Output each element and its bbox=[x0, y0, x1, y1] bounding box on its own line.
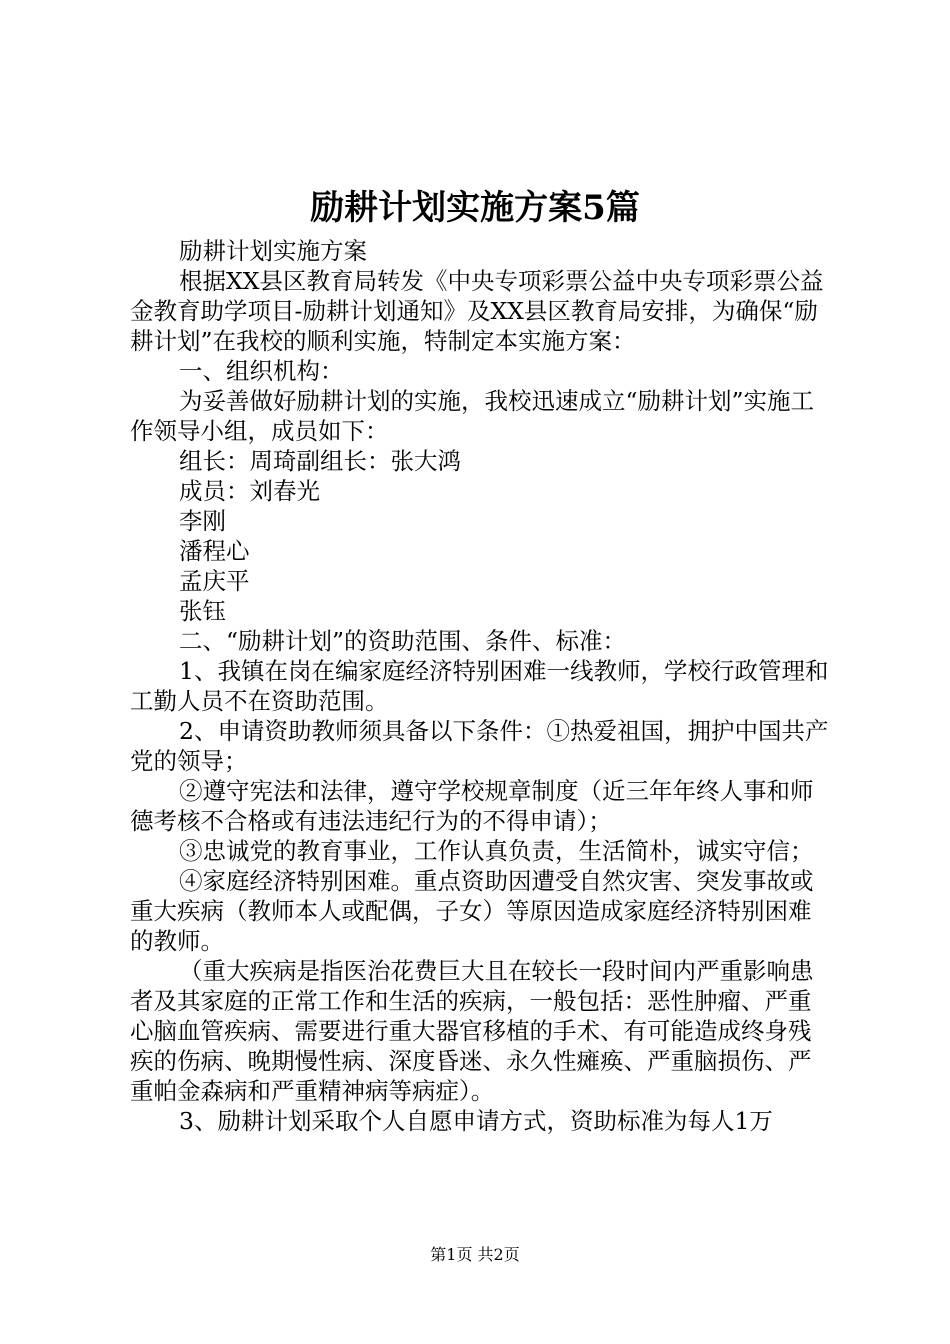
paragraph: ②遵守宪法和法律，遵守学校规章制度（近三年年终人事和师德考核不合格或有违法违纪行为的不得申请）； bbox=[130, 777, 814, 835]
paragraph: ④家庭经济特别困难。重点资助因遭受自然灾害、突发事故或重大疾病（教师本人或配偶，子女）等原因造成家庭经济特别困难的教师。 bbox=[130, 867, 814, 955]
page-footer: 第1页 共2页 bbox=[430, 1245, 520, 1264]
section-heading: 二、“励耕计划”的资助范围、条件、标准： bbox=[179, 627, 627, 655]
section-heading: 一、组织机构： bbox=[179, 357, 344, 385]
paragraph: （重大疾病是指医治花费巨大且在较长一段时间内严重影响患者及其家庭的正常工作和生活的疾病，一般包括：恶性肿瘤、严重心脑血管疾病、需要进行重大器官移植的手术、有可能造成终身残疾的伤病、晚期慢性病、深度昏迷、永久性瘫痪、严重脑损伤、严重帕金森病和严重精神病等病症）。 bbox=[130, 957, 814, 1105]
paragraph: ③忠诚党的教育事业，工作认真负责，生活简朴，诚实守信； bbox=[179, 837, 814, 865]
paragraph: 孟庆平 bbox=[179, 567, 250, 595]
paragraph: 2、申请资助教师须具备以下条件：①热爱祖国，拥护中国共产党的领导； bbox=[130, 717, 829, 775]
paragraph: 为妥善做好励耕计划的实施，我校迅速成立“励耕计划”实施工作领导小组，成员如下： bbox=[130, 387, 815, 445]
paragraph: 成员：刘春光 bbox=[179, 477, 320, 505]
paragraph: 潘程心 bbox=[179, 537, 250, 565]
document-body bbox=[130, 236, 830, 1136]
paragraph: 张钰 bbox=[179, 597, 226, 625]
paragraph: 组长：周琦副组长：张大鸿 bbox=[179, 447, 461, 475]
paragraph: 3、励耕计划采取个人自愿申请方式，资助标准为每人1万 bbox=[179, 1107, 773, 1135]
paragraph: 励耕计划实施方案 bbox=[179, 237, 367, 265]
document-title: 励耕计划实施方案5篇 bbox=[310, 188, 640, 228]
paragraph: 1、我镇在岗在编家庭经济特别困难一线教师，学校行政管理和工勤人员不在资助范围。 bbox=[130, 657, 829, 715]
paragraph: 根据XX县区教育局转发《中央专项彩票公益中央专项彩票公益金教育助学项目-励耕计划通知》及XX县区教育局安排，为确保“励耕计划”在我校的顺利实施，特制定本实施方案： bbox=[130, 267, 824, 355]
paragraph: 李刚 bbox=[179, 507, 226, 535]
